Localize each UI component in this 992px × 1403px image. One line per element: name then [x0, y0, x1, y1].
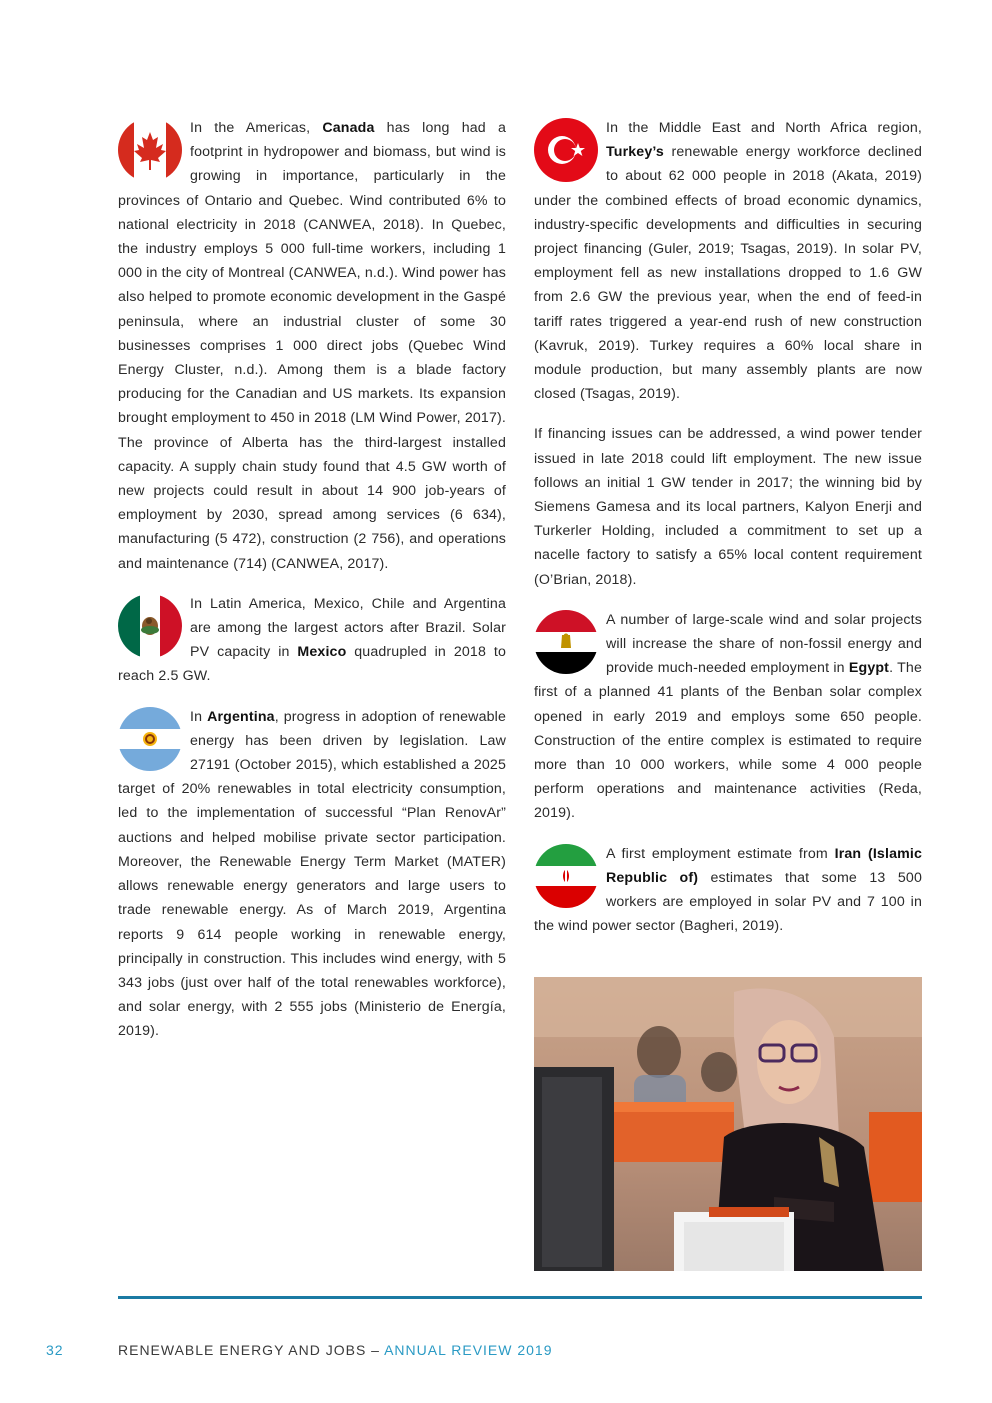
- iran-paragraph: A first employment estimate from Iran (Islamic Republic of) estimates that some 13 500 workers are employed in solar PV and 7 100 in the wind power sector (Bagheri, 2019).: [534, 845, 923, 935]
- canada-flag-icon: [118, 118, 182, 182]
- canada-paragraph: In the Americas, Canada has long had a footprint in hydropower and biomass, but wind is growing in importance, particularly in the provinces of Ontario and Quebec. Wind contributed 6% to national electricity in 2018 (CANWEA, 2018). In Quebec, the industry employs 5 000 full-time workers, including 1 000 in the city of Montreal (CANWEA, n.d.). Wind power has also helped to promote economic development in the Gaspé peninsula, where an industrial cluster of some 30 businesses comprises 1 000 direct jobs (Quebec Wind Energy Cluster, n.d.). Among them is a blade factory producing for the Canadian and US markets. Its expansion brought employment to 450 in 2018 (LM Wind Power, 2017). The province of Alberta has the third-largest installed capacity. A supply chain study found that 4.5 GW worth of new projects could result in about 14 900 job-years of employment by 2030, spread among services (6 634), manufacturing (5 472), construction (2 756), and operations and maintenance (714) (CANWEA, 2017).: [118, 120, 507, 572]
- footer-rule: [118, 1296, 922, 1299]
- mexico-paragraph: In Latin America, Mexico, Chile and Argentina are among the largest actors after Brazil. Solar PV capacity in Mexico quadrupled in 2018 to reach 2.5 GW.: [118, 595, 506, 685]
- financing-paragraph: If financing issues can be addressed, a wind power tender issued in late 2018 could lift employment. The new issue follows an initial 1 GW tender in 2017; the winning bid by Siemens Gamesa and its local partners, Kalyon Enerji and Turkerler Holding, included a commitment to set up a nacelle factory to satisfy a 65% local content requirement (O’Brian, 2018).: [534, 426, 922, 588]
- left-column: [118, 116, 506, 1056]
- page-number: 32: [46, 1342, 64, 1358]
- argentina-flag-icon: [118, 707, 182, 771]
- right-column: [534, 116, 922, 951]
- mexico-flag-icon: [118, 594, 182, 658]
- argentina-paragraph: In Argentina, progress in adoption of renewable energy has been driven by legislation. Law 27191 (October 2015), which established a 2025 target of 20% renewables in total electricity consumption, led to the implementation of successful “Plan RenovAr” auctions and helped mobilise private sector participation. Moreover, the Renewable Energy Term Market (MATER) allows renewable energy generators and large users to trade renewable energy. As of March 2019, Argentina reports 9 614 people working in renewable energy, principally in construction. This includes wind energy, with 5 343 jobs (just over half of the total renewables workforce), and solar energy, with 2 555 jobs (Ministerio de Energía, 2019).: [118, 708, 506, 1040]
- egypt-paragraph: A number of large-scale wind and solar projects will increase the share of non-fossil energy and provide much-needed employment in Egypt. The first of a planned 41 plants of the Benban solar complex opened in early 2019 and employs some 650 people. Construction of the entire complex is estimated to require more than 10 000 workers, while some 4 000 people perform operations and maintenance activities (Reda, 2019).: [534, 611, 922, 822]
- turkey-flag-icon: [534, 118, 598, 182]
- egypt-flag-icon: [534, 610, 598, 674]
- turkey-paragraph: In the Middle East and North Africa region, Turkey’s renewable energy workforce declined to about 62 000 people in 2018 (Akata, 2019) under the combined effects of broad economic dynamics, industry-specific developments and difficulties in securing project financing (Guler, 2019; Tsagas, 2019). In solar PV, employment fell as new installations dropped to 1.6 GW from 2.6 GW the previous year, when the end of feed-in tariff rates triggered a year-end rush of new construction (Kavruk, 2019). Turkey requires a 60% local share in module production, but many assembly plants are now closed (Tsagas, 2019).: [534, 120, 922, 403]
- running-subtitle: ANNUAL REVIEW 2019: [384, 1342, 553, 1358]
- iran-flag-icon: [534, 844, 598, 908]
- office-worker-photo: [534, 977, 922, 1271]
- running-title: RENEWABLE ENERGY AND JOBS – ANNUAL REVIEW 2019: [118, 1342, 553, 1358]
